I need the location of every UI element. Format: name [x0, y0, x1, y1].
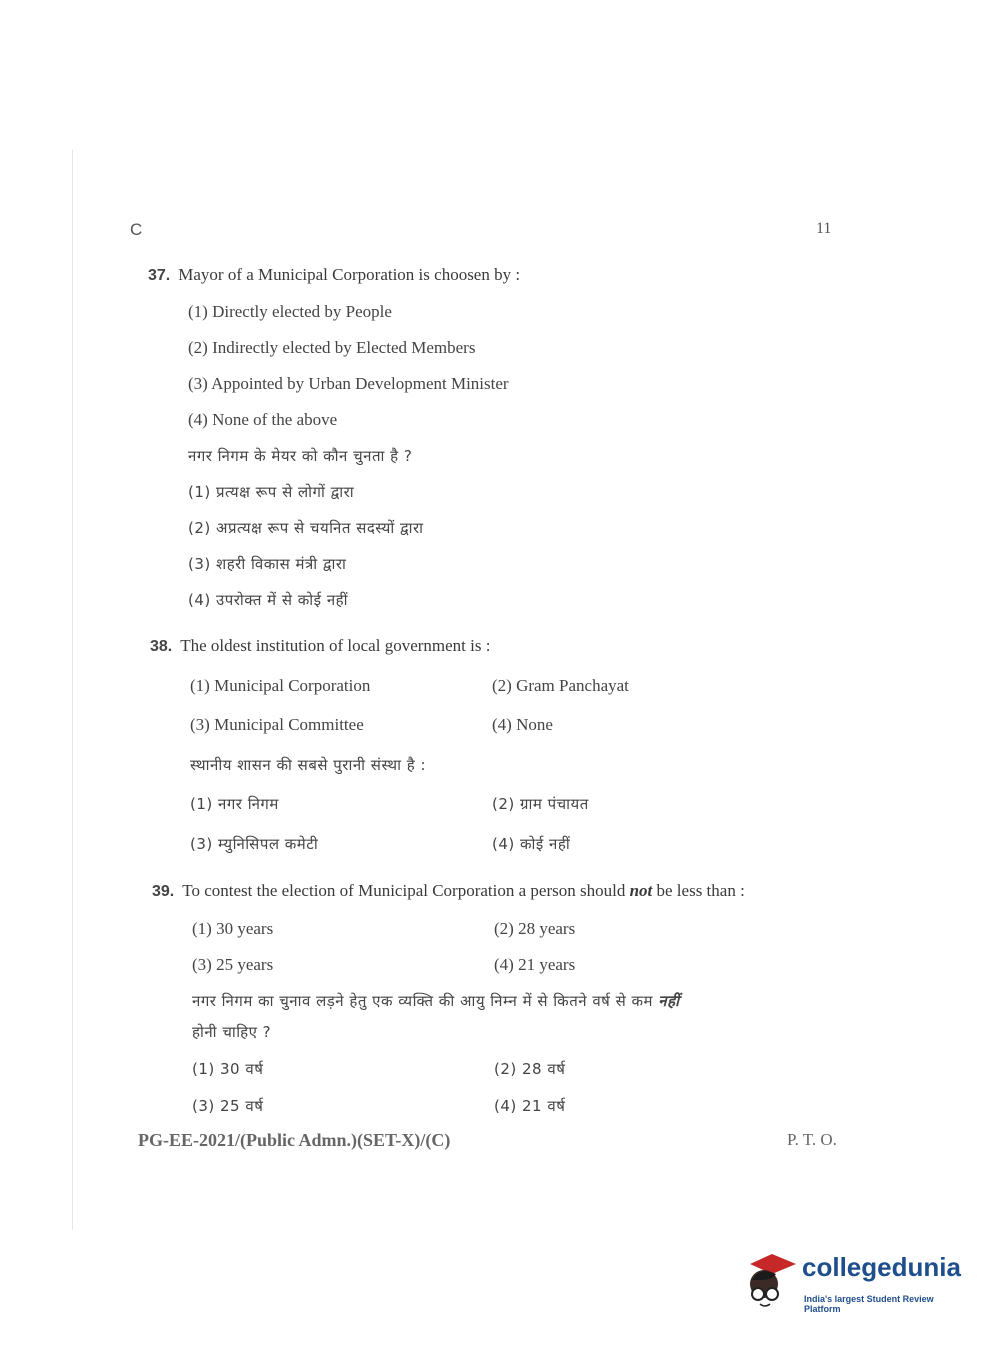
q37-hindi-option-4: (4) उपरोक्त में से कोई नहीं — [188, 591, 348, 609]
q39-hindi-option-4: (4) 21 वर्ष — [494, 1097, 566, 1115]
q39-option-4: (4) 21 years — [494, 955, 576, 974]
q37-option-4: (4) None of the above — [188, 410, 338, 429]
set-code: C — [130, 220, 143, 239]
q39-hindi-option-1: (1) 30 वर्ष — [192, 1060, 264, 1078]
q38-hindi-text: स्थानीय शासन की सबसे पुरानी संस्था है : — [190, 756, 427, 774]
q38-option-1: (1) Municipal Corporation — [190, 676, 371, 695]
q39-hindi-text-line1 — [192, 991, 679, 1011]
question-text-before: To contest the election of Municipal Corporation a person should — [182, 881, 630, 900]
q37-hindi-option-3: (3) शहरी विकास मंत्री द्वारा — [188, 555, 347, 573]
page-turn-over: P. T. O. — [787, 1130, 837, 1149]
page-margin-line — [72, 150, 73, 1230]
q37-hindi-text: नगर निगम के मेयर को कौन चुनता है ? — [188, 447, 413, 465]
q37-option-2: (2) Indirectly elected by Elected Members — [188, 338, 476, 357]
logo-tagline: India's largest Student Review Platform — [804, 1294, 934, 1314]
question-38 — [150, 636, 490, 656]
q37-option-1: (1) Directly elected by People — [188, 302, 392, 321]
q39-hindi-text-line2: होनी चाहिए ? — [192, 1023, 272, 1041]
logo-wordmark: collegedunia — [802, 1252, 961, 1282]
q39-option-3: (3) 25 years — [192, 955, 274, 974]
q39-option-1: (1) 30 years — [192, 919, 274, 938]
q38-hindi-option-2: (2) ग्राम पंचायत — [492, 795, 589, 813]
question-text: The oldest institution of local government is : — [180, 636, 491, 655]
question-number: 39. — [152, 883, 175, 900]
question-text-after: be less than : — [652, 881, 745, 900]
q38-hindi-option-3: (3) म्युनिसिपल कमेटी — [190, 835, 319, 853]
question-39 — [152, 881, 745, 901]
q39-hindi-option-2: (2) 28 वर्ष — [494, 1060, 566, 1078]
paper-code: PG-EE-2021/(Public Admn.)(SET-X)/(C) — [138, 1130, 451, 1150]
q38-hindi-option-4: (4) कोई नहीं — [492, 835, 571, 853]
q39-option-2: (2) 28 years — [494, 919, 576, 938]
hindi-text: नगर निगम का चुनाव लड़ने हेतु एक व्यक्ति की आयु निम्न में से कितने वर्ष से कम — [192, 992, 654, 1010]
collegedunia-logo — [742, 1250, 972, 1314]
q37-option-3: (3) Appointed by Urban Development Minister — [188, 374, 509, 393]
question-37 — [148, 265, 520, 285]
hindi-text-emphasis: नहीं — [658, 992, 680, 1010]
question-text-emphasis: not — [629, 881, 653, 900]
q38-option-3: (3) Municipal Committee — [190, 715, 364, 734]
mascot-icon — [742, 1250, 800, 1314]
q38-hindi-option-1: (1) नगर निगम — [190, 795, 279, 813]
q38-option-2: (2) Gram Panchayat — [492, 676, 629, 695]
q39-hindi-option-3: (3) 25 वर्ष — [192, 1097, 264, 1115]
question-number: 37. — [148, 267, 171, 284]
question-number: 38. — [150, 638, 173, 655]
q37-hindi-option-2: (2) अप्रत्यक्ष रूप से चयनित सदस्यों द्वारा — [188, 519, 424, 537]
page-number: 11 — [816, 220, 832, 237]
q37-hindi-option-1: (1) प्रत्यक्ष रूप से लोगों द्वारा — [188, 483, 355, 501]
question-text: Mayor of a Municipal Corporation is choosen by : — [178, 265, 521, 284]
q38-option-4: (4) None — [492, 715, 553, 734]
